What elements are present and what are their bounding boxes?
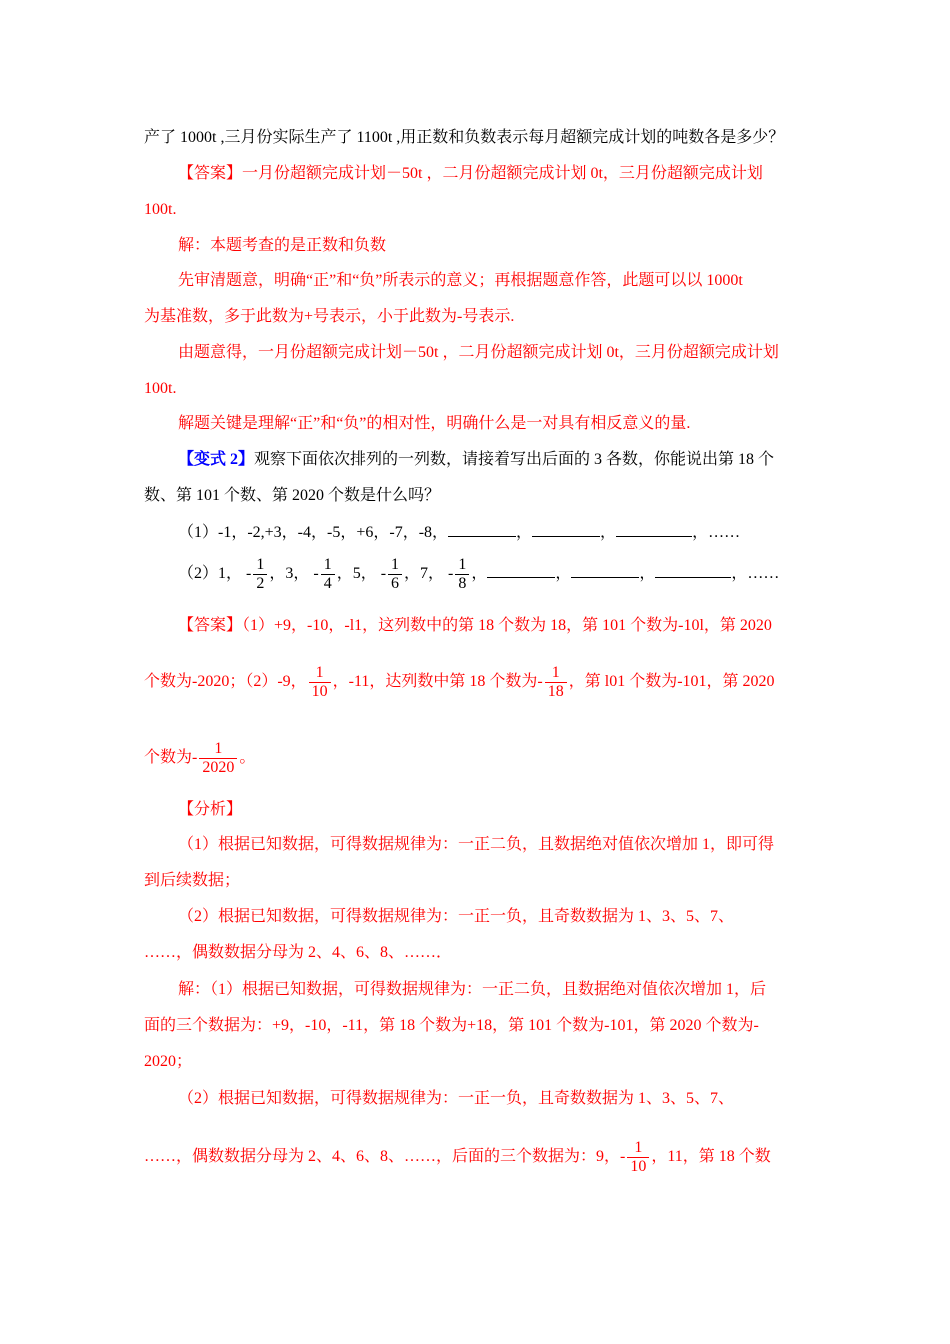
fraction: $\frac{1}{10}$: [627, 1139, 649, 1176]
answer-2: 【答案】（1）+9，-10，-l1，这列数中的第 18 个数为 18，第 101 个数为-10l，第 2020: [178, 617, 772, 634]
blank: [448, 522, 516, 537]
variant-text: 观察下面依次排列的一列数，请接着写出后面的 3 各数，你能说出第 18 个: [254, 451, 775, 468]
solution-2a: （2）根据已知数据，可得数据规律为：一正一负，且奇数数据为 1、3、5、7、: [178, 1090, 735, 1107]
solution-p1b: 为基准数，多于此数为+号表示，小于此数为-号表示.: [144, 308, 515, 325]
fraction: $\frac{1}{6}$: [388, 556, 402, 593]
solution-1b: 面的三个数据为：+9，-10，-11，第 18 个数为+18，第 101 个数为-101，第 2020 个数为-: [144, 1017, 759, 1034]
answer-1-cont: 100t.: [144, 201, 177, 218]
blank: [487, 563, 555, 578]
answer-tag: 【答案】: [178, 165, 243, 182]
analysis-2a: （2）根据已知数据，可得数据规律为：一正一负，且奇数数据为 1、3、5、7、: [178, 908, 735, 925]
blank: [571, 563, 639, 578]
solution-1a: 解：（1）根据已知数据，可得数据规律为：一正二负，且数据绝对值依次增加 1，后: [178, 981, 767, 998]
variant-tag: 【变式 2】: [178, 451, 255, 468]
variant-2: [178, 450, 774, 470]
fraction: $\frac{1}{2020}$: [199, 740, 237, 777]
solution-p1a: 先审清题意，明确“正”和“负”所表示的意义；再根据题意作答，此题可以以 1000t: [178, 272, 743, 289]
fraction: $\frac{1}{4}$: [321, 556, 335, 593]
solution-p2b: 100t.: [144, 380, 177, 397]
sequence-1: （1）-1，-2,+3，-4，-5，+6，-7，-8， ， ， ，……: [178, 524, 741, 541]
fraction: $\frac{1}{2}$: [253, 556, 267, 593]
fraction: $\frac{1}{18}$: [545, 664, 567, 701]
answer-2-cont: 个数为-2020；（2）-9， $\frac{1}{10}$ ，-11，达列数中第 18 个数为- $\frac{1}{18}$ ，第 l01 个数为-101，第 2020: [144, 663, 775, 700]
answer-text: 一月份超额完成计划－50t ，二月份超额完成计划 0t，三月份超额完成计划: [242, 165, 763, 182]
answer-1: [178, 164, 763, 184]
analysis-1b: 到后续数据；: [144, 872, 241, 889]
analysis-1a: （1）根据已知数据，可得数据规律为：一正二负，且数据绝对值依次增加 1，即可得: [178, 836, 775, 853]
answer-2-end: 个数为- $\frac{1}{2020}$ 。: [144, 739, 256, 776]
solution-p2a: 由题意得，一月份超额完成计划－50t ，二月份超额完成计划 0t，三月份超额完成计划: [178, 344, 779, 361]
solution-1c: 2020；: [144, 1053, 193, 1070]
fraction: $\frac{1}{10}$: [309, 664, 331, 701]
analysis-2b: ……，偶数数据分母为 2、4、6、8、……．: [144, 944, 453, 961]
variant-2-cont: 数、第 101 个数、第 2020 个数是什么吗？: [144, 487, 441, 504]
solution-intro: 解：本题考查的是正数和负数: [178, 237, 387, 254]
sequence-2: （2）1， - $\frac{1}{2}$ ，3， - $\frac{1}{4}$ ，5， - $\frac{1}{6}$ ，7， - $\frac{1}{8}$ ， ， ， ，……: [178, 555, 780, 592]
solution-key: 解题关键是理解“正”和“负”的相对性，明确什么是一对具有相反意义的量.: [178, 415, 691, 432]
question-line: 产了 1000t ,三月份实际生产了 1100t ,用正数和负数表示每月超额完成计划的吨数各是多少？: [144, 129, 785, 146]
blank: [655, 563, 731, 578]
solution-2b: ……，偶数数据分母为 2、4、6、8、……，后面的三个数据为：9，- $\frac{1}{10}$ ，11，第 18 个数: [144, 1138, 771, 1175]
fraction: $\frac{1}{8}$: [455, 556, 469, 593]
blank: [532, 522, 600, 537]
analysis-heading: 【分析】: [178, 801, 243, 818]
blank: [616, 522, 692, 537]
